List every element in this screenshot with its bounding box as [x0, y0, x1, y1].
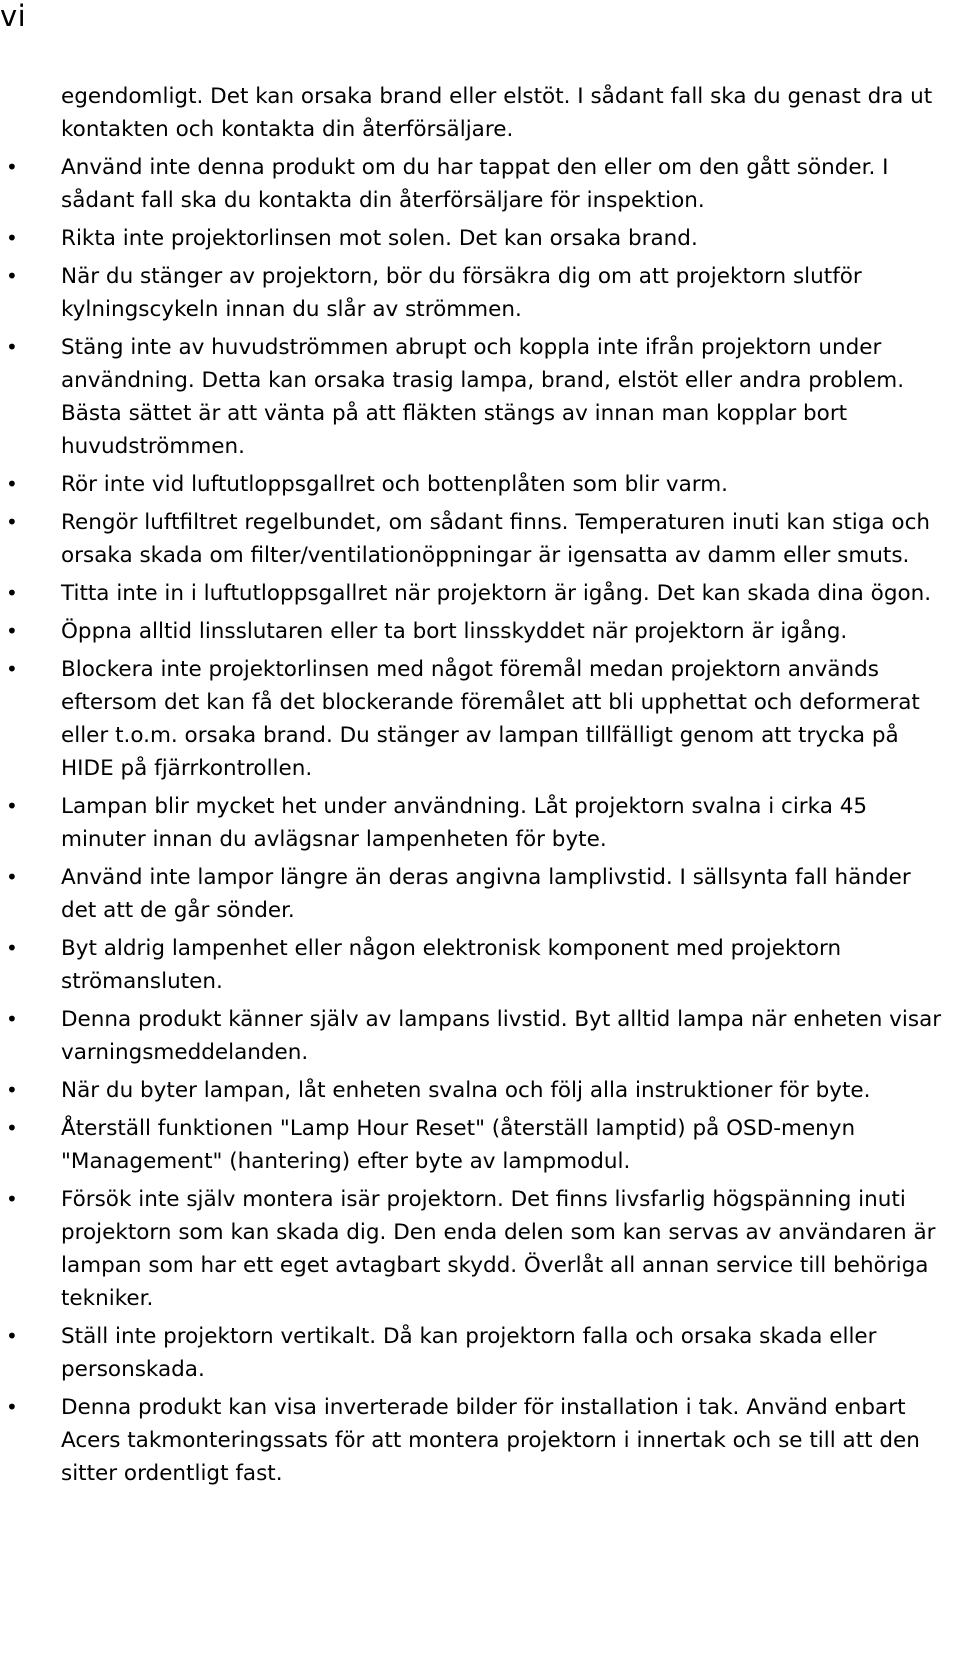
list-item-text: Öppna alltid linsslutaren eller ta bort linsskyddet när projektorn är igång.: [61, 619, 848, 644]
list-item: [0, 468, 960, 501]
bullet-icon: •: [6, 226, 18, 250]
bullet-icon: •: [6, 794, 18, 818]
bullet-icon: •: [6, 1078, 18, 1102]
list-item-text: När du stänger av projektorn, bör du försäkra dig om att projektorn slutför kylningscykeln innan du slår av strömmen.: [61, 264, 862, 322]
bullet-icon: •: [6, 657, 18, 681]
bullet-icon: •: [6, 1395, 18, 1419]
list-item: [0, 861, 960, 927]
safety-instructions: [0, 80, 960, 1490]
bullet-icon: •: [6, 1007, 18, 1031]
list-item: [0, 790, 960, 856]
list-item-text: Rör inte vid luftutloppsgallret och bottenplåten som blir varm.: [61, 472, 729, 497]
list-item: [0, 506, 960, 572]
bullet-icon: •: [6, 1116, 18, 1140]
bullet-icon: •: [6, 581, 18, 605]
list-item-text: Ställ inte projektorn vertikalt. Då kan projektorn falla och orsaka skada eller personskada.: [61, 1324, 877, 1382]
list-item-text: Titta inte in i luftutloppsgallret när projektorn är igång. Det kan skada dina ögon.: [61, 581, 932, 606]
list-item: [0, 653, 960, 785]
list-item: [0, 615, 960, 648]
list-item-text: Byt aldrig lampenhet eller någon elektronisk komponent med projektorn strömansluten.: [61, 936, 842, 994]
list-item-text: Blockera inte projektorlinsen med något föremål medan projektorn används eftersom det kan få det blockerande föremålet att bli upphettat och deformerat eller t.o.m. orsaka brand. Du stänger av lampan tillfälligt genom att trycka på HIDE på fjärrkontrollen.: [61, 657, 920, 781]
bullet-icon: •: [6, 472, 18, 496]
list-item: [0, 260, 960, 326]
bullet-icon: •: [6, 264, 18, 288]
list-item-text: Rikta inte projektorlinsen mot solen. Det kan orsaka brand.: [61, 226, 698, 251]
list-item: [0, 1320, 960, 1386]
list-item-text: När du byter lampan, låt enheten svalna och följ alla instruktioner för byte.: [61, 1078, 871, 1103]
list-item-text: Rengör luftfiltret regelbundet, om sådant finns. Temperaturen inuti kan stiga och orsaka skada om filter/ventilationöppningar är igensatta av damm eller smuts.: [61, 510, 931, 568]
bullet-icon: •: [6, 335, 18, 359]
list-item: [0, 1112, 960, 1178]
page-number: vi: [0, 0, 27, 33]
list-item-text: Försök inte själv montera isär projektorn. Det finns livsfarlig högspänning inuti projektorn som kan skada dig. Den enda delen som kan servas av användaren är lampan som har ett eget avtagbart skydd. Överlåt all annan service till behöriga tekniker.: [61, 1187, 936, 1311]
list-item: [0, 1003, 960, 1069]
list-item-text: Återställ funktionen "Lamp Hour Reset" (återställ lamptid) på OSD-menyn "Management" (hantering) efter byte av lampmodul.: [61, 1116, 856, 1174]
list-item-text: Stäng inte av huvudströmmen abrupt och koppla inte ifrån projektorn under användning. Detta kan orsaka trasig lampa, brand, elstöt eller andra problem. Bästa sättet är att vänta på att fläkten stängs av innan man kopplar bort huvudströmmen.: [61, 335, 905, 459]
list-item: [0, 1391, 960, 1490]
list-item-text: Använd inte lampor längre än deras angivna lamplivstid. I sällsynta fall händer det att de går sönder.: [61, 865, 911, 923]
bullet-icon: •: [6, 1187, 18, 1211]
list-item: [0, 331, 960, 463]
bullet-icon: •: [6, 1324, 18, 1348]
list-item: [0, 1074, 960, 1107]
bullet-icon: •: [6, 155, 18, 179]
bullet-icon: •: [6, 619, 18, 643]
list-item-text: Denna produkt kan visa inverterade bilder för installation i tak. Använd enbart Acers takmonteringssats för att montera projektorn i innertak och se till att den sitter ordentligt fast.: [61, 1395, 920, 1486]
list-item-text: Lampan blir mycket het under användning. Låt projektorn svalna i cirka 45 minuter innan du avlägsnar lampenheten för byte.: [61, 794, 868, 852]
list-item-text: Använd inte denna produkt om du har tappat den eller om den gått sönder. I sådant fall ska du kontakta din återförsäljare för inspektion.: [61, 155, 889, 213]
bullet-icon: •: [6, 510, 18, 534]
list-item: [0, 1183, 960, 1315]
list-item: [0, 577, 960, 610]
list-item: [0, 932, 960, 998]
intro-paragraph: egendomligt. Det kan orsaka brand eller elstöt. I sådant fall ska du genast dra ut kontakten och kontakta din återförsäljare.: [61, 84, 933, 142]
list-item: [0, 151, 960, 217]
bullet-icon: •: [6, 865, 18, 889]
bullet-icon: •: [6, 936, 18, 960]
list-item-text: Denna produkt känner själv av lampans livstid. Byt alltid lampa när enheten visar varningsmeddelanden.: [61, 1007, 942, 1065]
list-item: [0, 222, 960, 255]
